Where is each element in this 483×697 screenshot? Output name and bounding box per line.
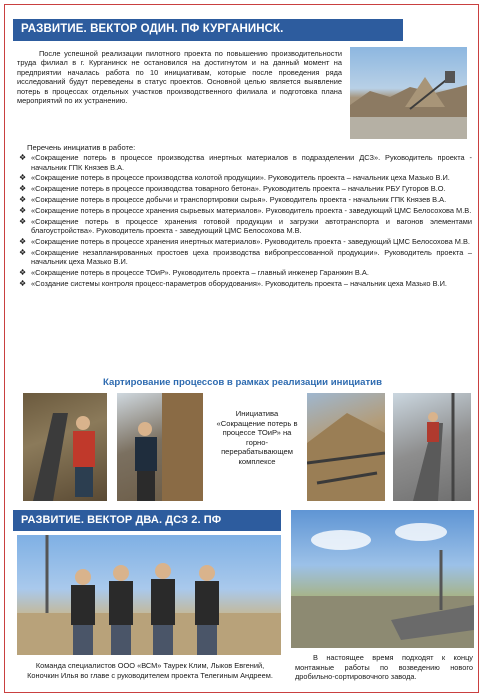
list-item: ❖ «Создание системы контроля процесс-параметров оборудования». Руководитель проекта – начальник цеха Мазько В.И. [19, 278, 447, 288]
diamond-bullet-icon: ❖ [19, 216, 27, 226]
list-item: ❖ «Сокращение потерь в процессе хранения сырьевых материалов». Руководитель проекта - заведующий ЦМС Белосохова М.В. [19, 205, 472, 215]
quarry-photo [350, 47, 467, 139]
team-photo [17, 535, 281, 655]
list-item: ❖ «Сокращение потерь в процессе хранения инертных материалов». Руководитель проекта - заведующий ЦМС Белосохова М.В. [19, 236, 470, 246]
diamond-bullet-icon: ❖ [19, 173, 27, 183]
section1-banner: РАЗВИТИЕ. ВЕКТОР ОДИН. ПФ КУРГАНИНСК. [13, 19, 403, 41]
list-item: ❖ «Сокращение потерь в процессе хранения готовой продукции и загрузки автотранспорта и вагонов элементами благоустройства». Руководитель проекта - заведующий ЦМС Белосохова М.В. [19, 216, 472, 236]
team-caption: Команда специалистов ООО «ВСМ» Таурек Клим, Лыков Евгений, Коночкин Илья во главе с руководителем проекта Телегиным Андреем. [27, 661, 273, 680]
initiatives-list [17, 153, 472, 290]
diamond-bullet-icon: ❖ [19, 268, 27, 278]
list-item: ❖ «Сокращение потерь в процессе производства товарного бетона». Руководитель проекта – начальник РБУ Гуторов В.О. [19, 184, 446, 194]
initiatives-list-title: Перечень инициатив в работе: [27, 143, 136, 152]
conveyor-worker-photo [23, 393, 107, 501]
section1-intro: После успешной реализации пилотного проекта по повышению производительности труда филиал в г. Курганинск не остановился на достигнутом и на данный момент на предприятии началась работа по 10 инициативам, которые после проведения ряда исследований будут переведены в статус проектов. Основной целью является выявление потерь в процессах отдельных участков производственного филиала и подготовка плана мероприятий по их устранению. [17, 49, 342, 106]
crusher-equipment-photo [307, 393, 385, 501]
site-caption: В настоящее время подходят к концу монтажные работы по возведению нового дробильно-сортировочного завода. [295, 653, 473, 681]
diamond-bullet-icon: ❖ [19, 194, 27, 204]
diamond-bullet-icon: ❖ [19, 205, 27, 215]
list-item: ❖ «Сокращение потерь в процессе производства инертных материалов в подразделении ДСЗ». Руководитель проекта - начальник ГПК Князев В.А. [19, 153, 472, 172]
diamond-bullet-icon: ❖ [19, 247, 27, 257]
diamond-bullet-icon: ❖ [19, 236, 27, 246]
diamond-bullet-icon: ❖ [19, 278, 27, 288]
list-item: ❖ «Сокращение потерь в процессе производства колотой продукции». Руководитель проекта – начальник цеха Мазько В.И. [19, 173, 450, 183]
walkway-workers-photo [393, 393, 471, 501]
list-item: ❖ «Сокращение потерь в процессе ТОиР». Руководитель проекта – главный инженер Гаранжин В.А. [19, 268, 369, 278]
diamond-bullet-icon: ❖ [19, 184, 27, 194]
equipment-worker-photo [117, 393, 203, 501]
list-item: ❖ «Сокращение незапланированных простоев цеха производства вибропрессованной продукции». Руководитель проекта – начальник цеха Мазько В.И. [19, 247, 472, 267]
section2-banner: РАЗВИТИЕ. ВЕКТОР ДВА. ДСЗ 2. ПФ [13, 510, 281, 531]
diamond-bullet-icon: ❖ [19, 153, 27, 162]
newsletter-page [4, 4, 479, 693]
list-item: ❖ «Сокращение потерь в процессе добычи и транспортировки сырья». Руководитель проекта - начальник ГПК Князев В.А. [19, 194, 447, 204]
mapping-subheading: Картирование процессов в рамках реализации инициатив [103, 377, 382, 388]
initiative-caption: Инициатива «Сокращение потерь в процессе ТОиР» на горно-перерабатывающем комплексе [216, 409, 298, 466]
construction-site-photo [291, 510, 474, 648]
